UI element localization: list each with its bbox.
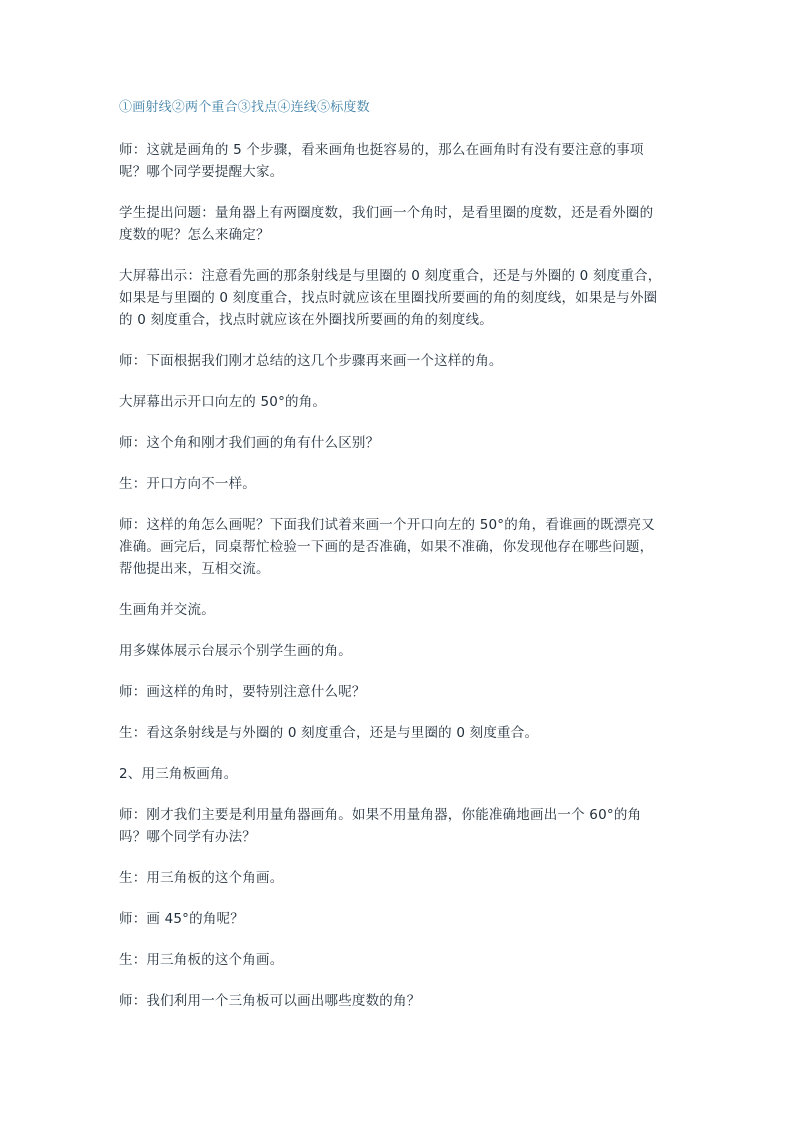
text-line: 生：开口方向不一样。 <box>119 476 256 492</box>
text-line: 生：看这条射线是与外圈的 0 刻度重合，还是与里圈的 0 刻度重合。 <box>119 725 539 741</box>
paragraph-student-triangle-1 <box>119 867 679 889</box>
text-line: 师：我们利用一个三角板可以画出哪些度数的角？ <box>119 993 421 1009</box>
text-line: 师：刚才我们主要是利用量角器画角。如果不用量角器，你能准确地画出一个 60°的角 <box>119 807 642 823</box>
text-line: 大屏幕出示：注意看先画的那条射线是与里圈的 0 刻度重合，还是与外圈的 0 刻度重合， <box>119 268 662 284</box>
text-line: 2、用三角板画角。 <box>119 766 238 782</box>
text-line: 生：用三角板的这个角画。 <box>119 870 284 886</box>
paragraph-student-question <box>119 202 679 246</box>
paragraph-teacher-60 <box>119 804 679 848</box>
text-line: 学生提出问题：量角器上有两圈度数，我们画一个角时，是看里圈的度数，还是看外圈的 <box>119 205 654 221</box>
text-line: 生画角并交流。 <box>119 602 215 618</box>
paragraph-screen-angle <box>119 391 679 413</box>
text-line: 帮他提出来，互相交流。 <box>119 561 270 577</box>
paragraph-teacher-next <box>119 350 679 372</box>
paragraph-section-heading <box>119 763 679 785</box>
paragraph-screen-hint <box>119 265 679 331</box>
text-line: 师：这个角和刚才我们画的角有什么区别？ <box>119 435 380 451</box>
text-line: 师：这样的角怎么画呢？下面我们试着来画一个开口向左的 50°的角，看谁画的既漂亮又 <box>119 517 655 533</box>
paragraph-teacher-question <box>119 139 679 183</box>
paragraph-teacher-45 <box>119 908 679 930</box>
text-line: 师：画这样的角时，要特别注意什么呢？ <box>119 684 366 700</box>
paragraph-teacher-instructions <box>119 514 679 580</box>
paragraph-student-draw <box>119 599 679 621</box>
paragraph-student-triangle-2 <box>119 949 679 971</box>
paragraph-student-answer <box>119 473 679 495</box>
text-line: 用多媒体展示台展示个别学生画的角。 <box>119 643 352 659</box>
paragraph-teacher-difference <box>119 432 679 454</box>
paragraph-student-ray <box>119 722 679 744</box>
text-line: 度数的呢？怎么来确定？ <box>119 227 270 243</box>
text-line: 如果是与里圈的 0 刻度重合，找点时就应该在里圈找所要画的角的刻度线，如果是与外圈 <box>119 290 658 306</box>
paragraph-steps <box>119 97 679 119</box>
text-line: 的 0 刻度重合，找点时就应该在外圈找所要画的角的刻度线。 <box>119 312 493 328</box>
text-line: 大屏幕出示开口向左的 50°的角。 <box>119 394 327 410</box>
text-line: 生：用三角板的这个角画。 <box>119 952 284 968</box>
document-body <box>119 97 679 1031</box>
paragraph-multimedia <box>119 640 679 662</box>
text-line: 师：下面根据我们刚才总结的这几个步骤再来画一个这样的角。 <box>119 353 503 369</box>
text-line: 师：画 45°的角呢？ <box>119 911 244 927</box>
text-line: 呢？哪个同学要提醒大家。 <box>119 164 284 180</box>
paragraph-teacher-degrees <box>119 990 679 1012</box>
text-line: 吗？哪个同学有办法？ <box>119 829 256 845</box>
text-line: ①画射线②两个重合③找点④连线⑤标度数 <box>119 100 370 115</box>
paragraph-teacher-attention <box>119 681 679 703</box>
text-line: 准确。画完后，同桌帮忙检验一下画的是否准确，如果不准确，你发现他存在哪些问题， <box>119 539 654 555</box>
text-line: 师：这就是画角的 5 个步骤，看来画角也挺容易的，那么在画角时有没有要注意的事项 <box>119 142 644 158</box>
